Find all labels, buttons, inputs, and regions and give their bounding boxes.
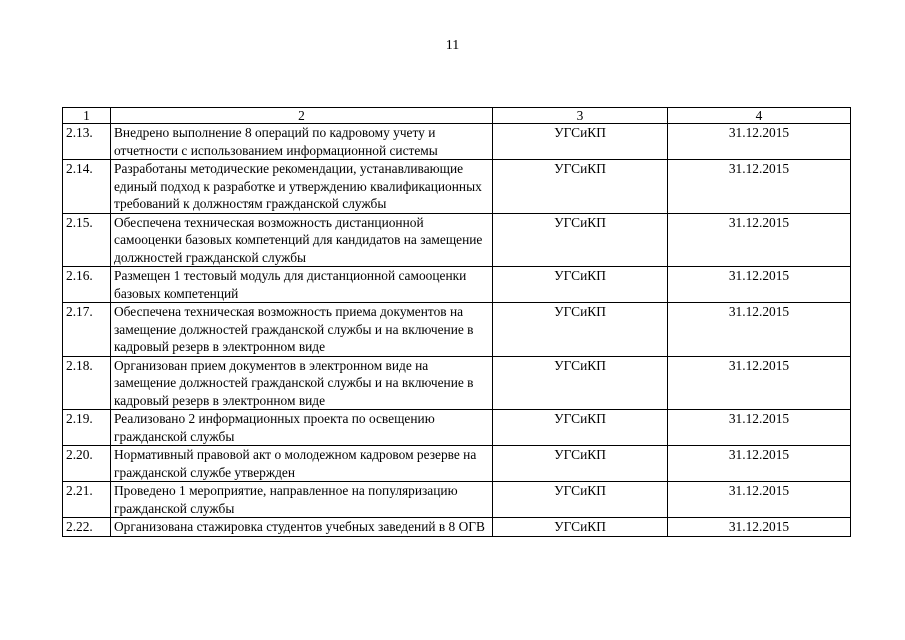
- row-deadline: 31.12.2015: [668, 446, 851, 482]
- row-number: 2.18.: [63, 356, 111, 410]
- row-description: Реализовано 2 информационных проекта по освещению гражданской службы: [111, 410, 493, 446]
- row-responsible: УГСиКП: [493, 303, 668, 357]
- row-deadline: 31.12.2015: [668, 213, 851, 267]
- row-number: 2.19.: [63, 410, 111, 446]
- row-number: 2.15.: [63, 213, 111, 267]
- table-row: [63, 482, 851, 518]
- row-responsible: УГСиКП: [493, 356, 668, 410]
- column-header-4: 4: [668, 108, 851, 124]
- table-row: [63, 446, 851, 482]
- row-deadline: 31.12.2015: [668, 124, 851, 160]
- row-number: 2.13.: [63, 124, 111, 160]
- plan-table: [62, 107, 851, 537]
- row-deadline: 31.12.2015: [668, 482, 851, 518]
- row-responsible: УГСиКП: [493, 518, 668, 537]
- row-number: 2.22.: [63, 518, 111, 537]
- row-deadline: 31.12.2015: [668, 267, 851, 303]
- table-row: [63, 356, 851, 410]
- row-description: Организована стажировка студентов учебных заведений в 8 ОГВ: [111, 518, 493, 537]
- row-description: Обеспечена техническая возможность приема документов на замещение должностей гражданской службы и на включение в кадровый резерв в электронном виде: [111, 303, 493, 357]
- table-row: [63, 213, 851, 267]
- row-description: Организован прием документов в электронном виде на замещение должностей гражданской службы и на включение в кадровый резерв в электронном виде: [111, 356, 493, 410]
- table-row: [63, 303, 851, 357]
- page-number: 11: [445, 38, 460, 53]
- row-number: 2.17.: [63, 303, 111, 357]
- table-header-row: [63, 108, 851, 124]
- row-responsible: УГСиКП: [493, 446, 668, 482]
- table-row: [63, 410, 851, 446]
- table-row: [63, 267, 851, 303]
- row-description: Внедрено выполнение 8 операций по кадровому учету и отчетности с использованием информационной системы: [111, 124, 493, 160]
- table-row: [63, 160, 851, 214]
- table-row: [63, 518, 851, 537]
- table-row: [63, 124, 851, 160]
- row-description: Разработаны методические рекомендации, устанавливающие единый подход к разработке и утверждению квалификационных требований к должностям гражданской службы: [111, 160, 493, 214]
- column-header-2: 2: [111, 108, 493, 124]
- column-header-1: 1: [63, 108, 111, 124]
- row-responsible: УГСиКП: [493, 267, 668, 303]
- row-deadline: 31.12.2015: [668, 303, 851, 357]
- row-description: Обеспечена техническая возможность дистанционной самооценки базовых компетенций для кандидатов на замещение должностей гражданской службы: [111, 213, 493, 267]
- row-responsible: УГСиКП: [493, 482, 668, 518]
- row-responsible: УГСиКП: [493, 160, 668, 214]
- row-responsible: УГСиКП: [493, 124, 668, 160]
- row-description: Размещен 1 тестовый модуль для дистанционной самооценки базовых компетенций: [111, 267, 493, 303]
- row-description: Проведено 1 мероприятие, направленное на популяризацию гражданской службы: [111, 482, 493, 518]
- row-number: 2.16.: [63, 267, 111, 303]
- column-header-3: 3: [493, 108, 668, 124]
- row-responsible: УГСиКП: [493, 213, 668, 267]
- row-deadline: 31.12.2015: [668, 356, 851, 410]
- row-deadline: 31.12.2015: [668, 410, 851, 446]
- row-number: 2.21.: [63, 482, 111, 518]
- row-description: Нормативный правовой акт о молодежном кадровом резерве на гражданской службе утвержден: [111, 446, 493, 482]
- row-number: 2.20.: [63, 446, 111, 482]
- row-responsible: УГСиКП: [493, 410, 668, 446]
- row-deadline: 31.12.2015: [668, 518, 851, 537]
- row-number: 2.14.: [63, 160, 111, 214]
- row-deadline: 31.12.2015: [668, 160, 851, 214]
